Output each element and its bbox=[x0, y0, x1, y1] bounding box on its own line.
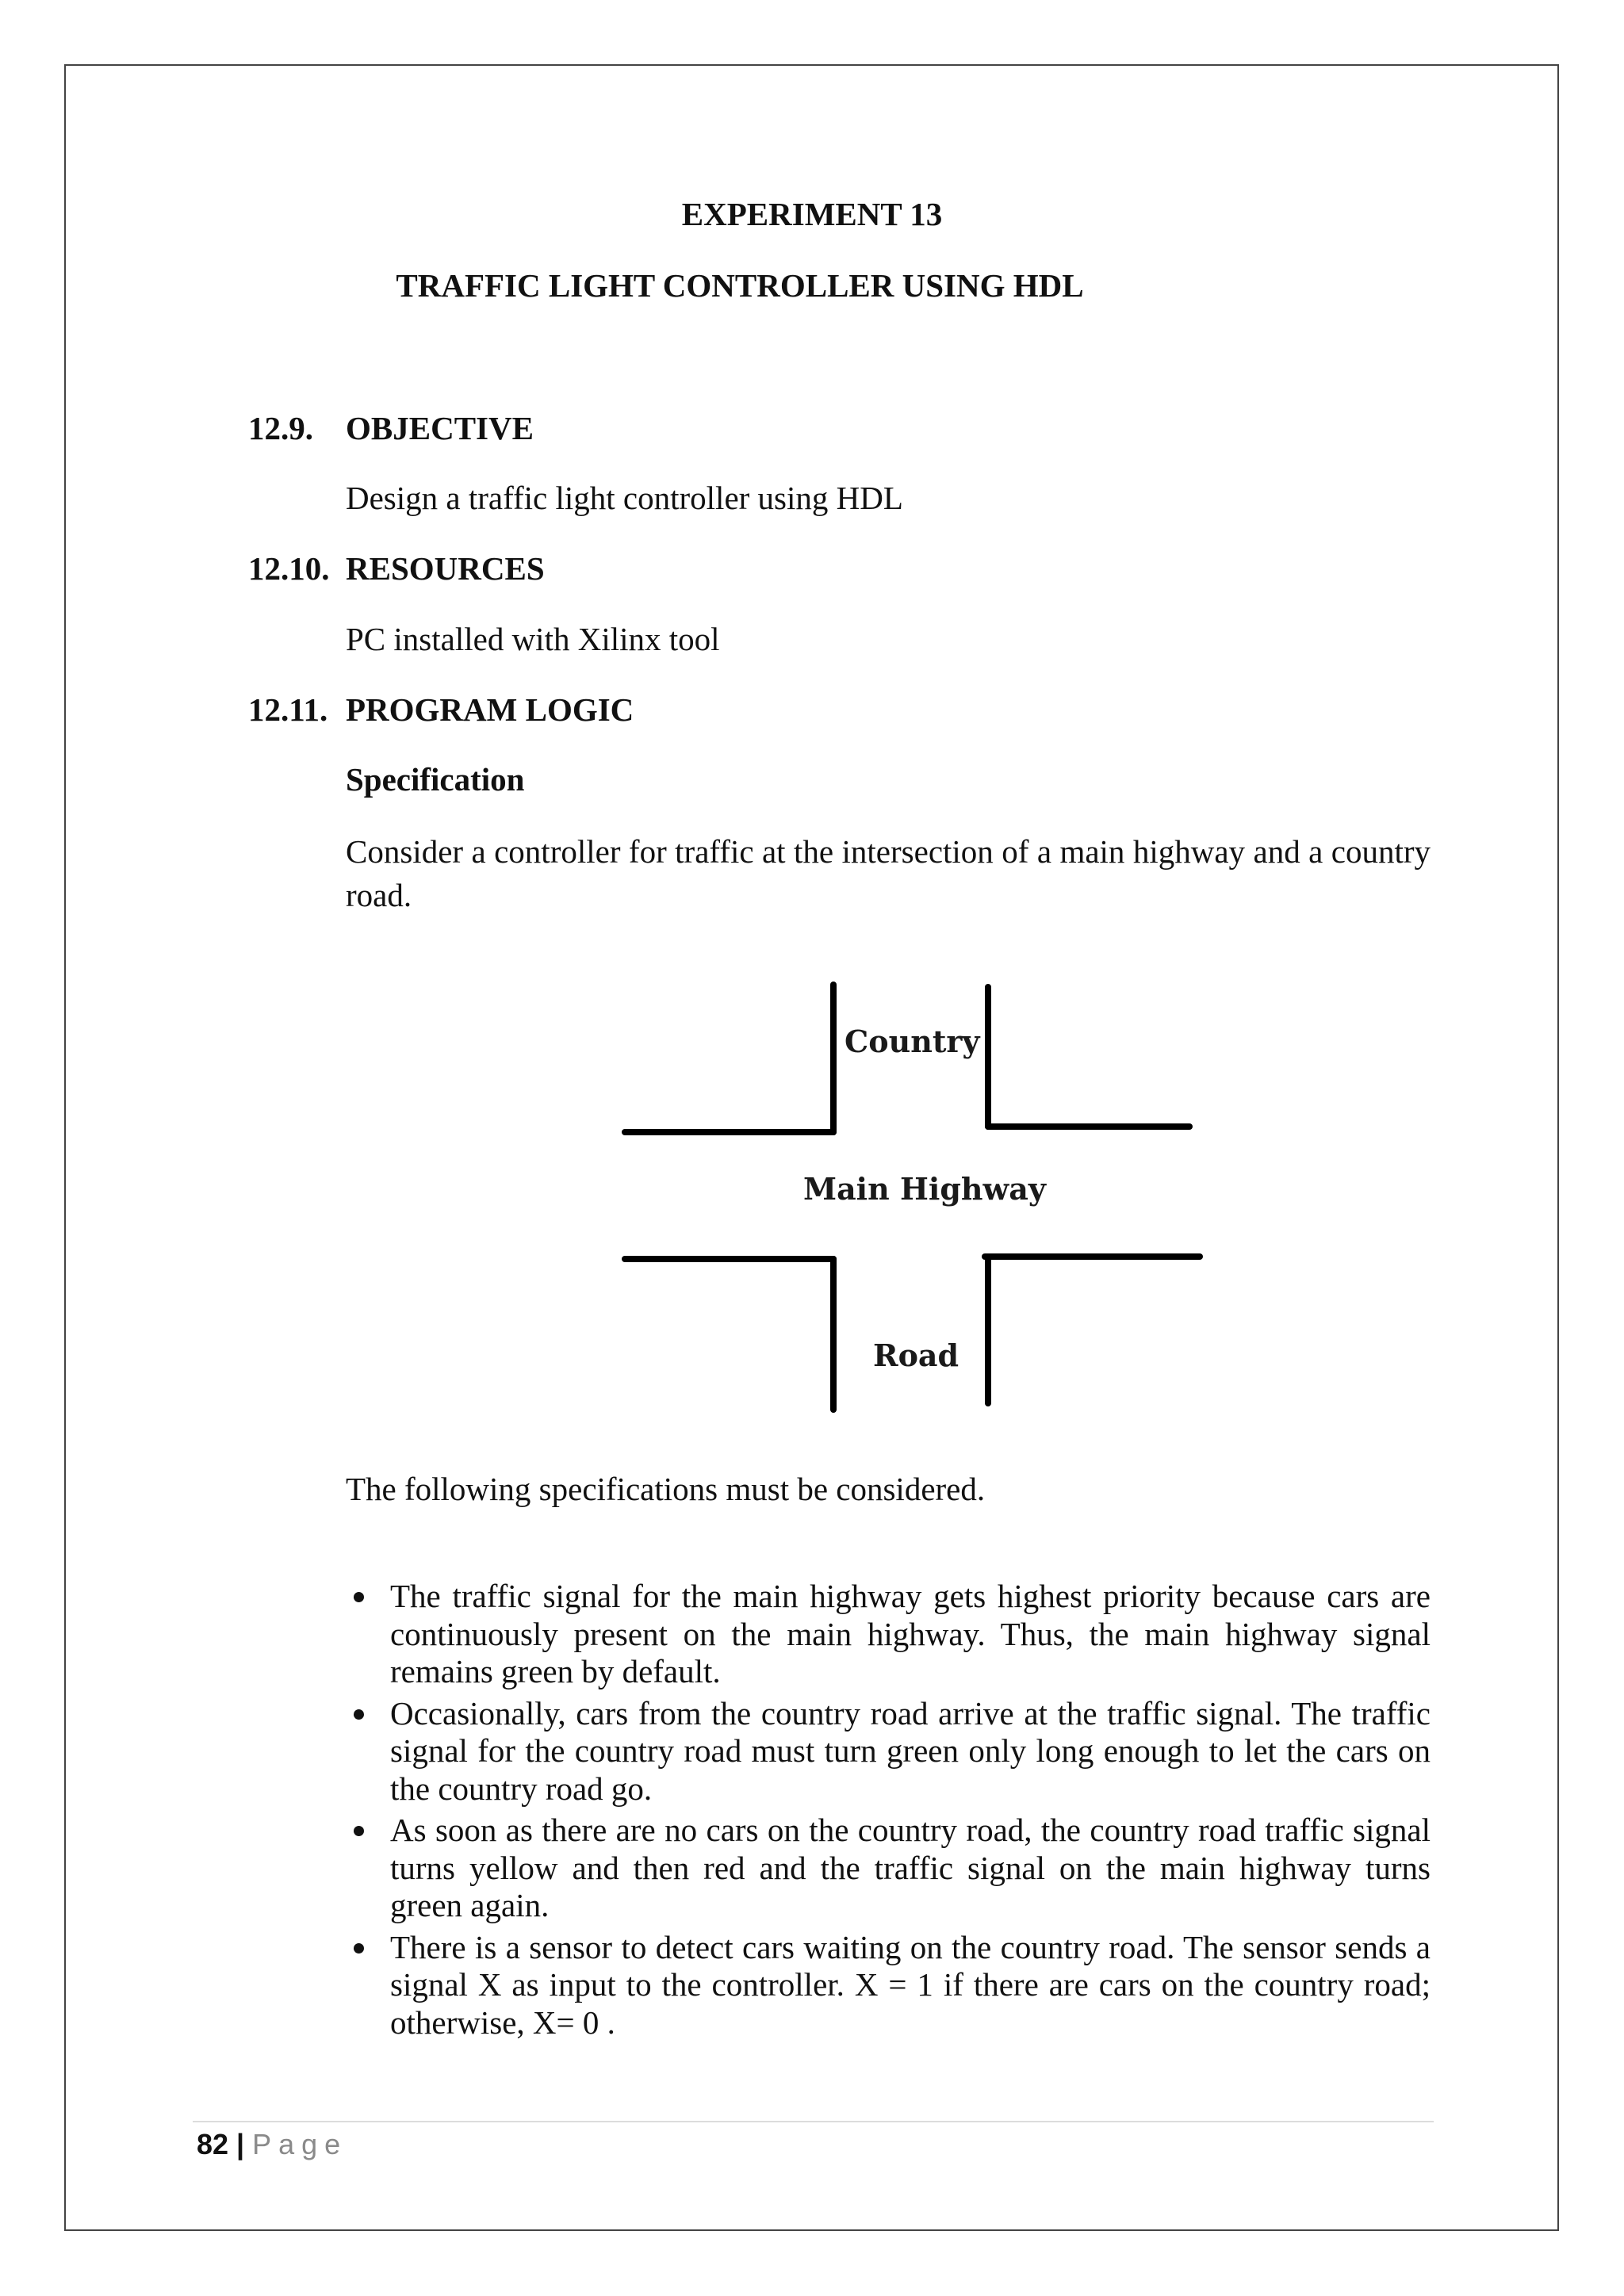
section-number-program-logic: 12.11. bbox=[248, 691, 328, 728]
section-title-objective: OBJECTIVE bbox=[346, 410, 534, 446]
list-item-text: The traffic signal for the main highway gets highest priority because cars are continuously present on the main highway. Thus, the main highway signal remains green by default. bbox=[390, 1578, 1431, 1689]
footer-divider bbox=[193, 2121, 1434, 2122]
resources-text: PC installed with Xilinx tool bbox=[346, 621, 720, 657]
list-item bbox=[346, 1812, 1431, 1925]
bullet-icon bbox=[354, 1709, 364, 1720]
specifications-intro: The following specifications must be considered. bbox=[346, 1471, 986, 1507]
intersection-diagram bbox=[603, 967, 1237, 1443]
page-word: Page bbox=[252, 2128, 348, 2160]
bullet-icon bbox=[354, 1943, 364, 1954]
diagram-label-country: Country bbox=[845, 1024, 980, 1059]
section-number-resources: 12.10. bbox=[248, 550, 330, 587]
list-item-text: There is a sensor to detect cars waiting on the country road. The sensor sends a signal X as input to the controller. X = 1 if there are cars on the country road; otherwise, X= 0 . bbox=[390, 1928, 1431, 2041]
section-title-program-logic: PROGRAM LOGIC bbox=[346, 691, 634, 728]
list-item bbox=[346, 1929, 1431, 2042]
diagram-label-main-highway: Main Highway bbox=[803, 1171, 1046, 1207]
page-number: 82 bbox=[197, 2128, 229, 2160]
experiment-title: TRAFFIC LIGHT CONTROLLER USING HDL bbox=[396, 267, 1084, 304]
footer-separator: | bbox=[236, 2128, 245, 2160]
list-item-text: Occasionally, cars from the country road arrive at the traffic signal. The traffic signal for the country road must turn green only long enough to let the cars on the country road go. bbox=[390, 1694, 1431, 1807]
section-number-objective: 12.9. bbox=[248, 410, 313, 446]
page-footer bbox=[197, 2126, 347, 2163]
section-title-resources: RESOURCES bbox=[346, 550, 545, 587]
bullet-icon bbox=[354, 1826, 364, 1836]
specification-intro: Consider a controller for traffic at the intersection of a main highway and a country road. bbox=[346, 833, 1431, 913]
bullet-icon bbox=[354, 1592, 364, 1602]
specification-list bbox=[346, 1578, 1431, 2042]
objective-text: Design a traffic light controller using HDL bbox=[346, 480, 903, 516]
diagram-label-road: Road bbox=[873, 1337, 959, 1373]
list-item bbox=[346, 1695, 1431, 1808]
experiment-heading: EXPERIMENT 13 bbox=[681, 196, 943, 232]
list-item bbox=[346, 1578, 1431, 1691]
list-item-text: As soon as there are no cars on the country road, the country road traffic signal turns yellow and then red and the traffic signal on the main highway turns green again. bbox=[390, 1812, 1431, 1923]
specification-subheading: Specification bbox=[346, 761, 525, 798]
